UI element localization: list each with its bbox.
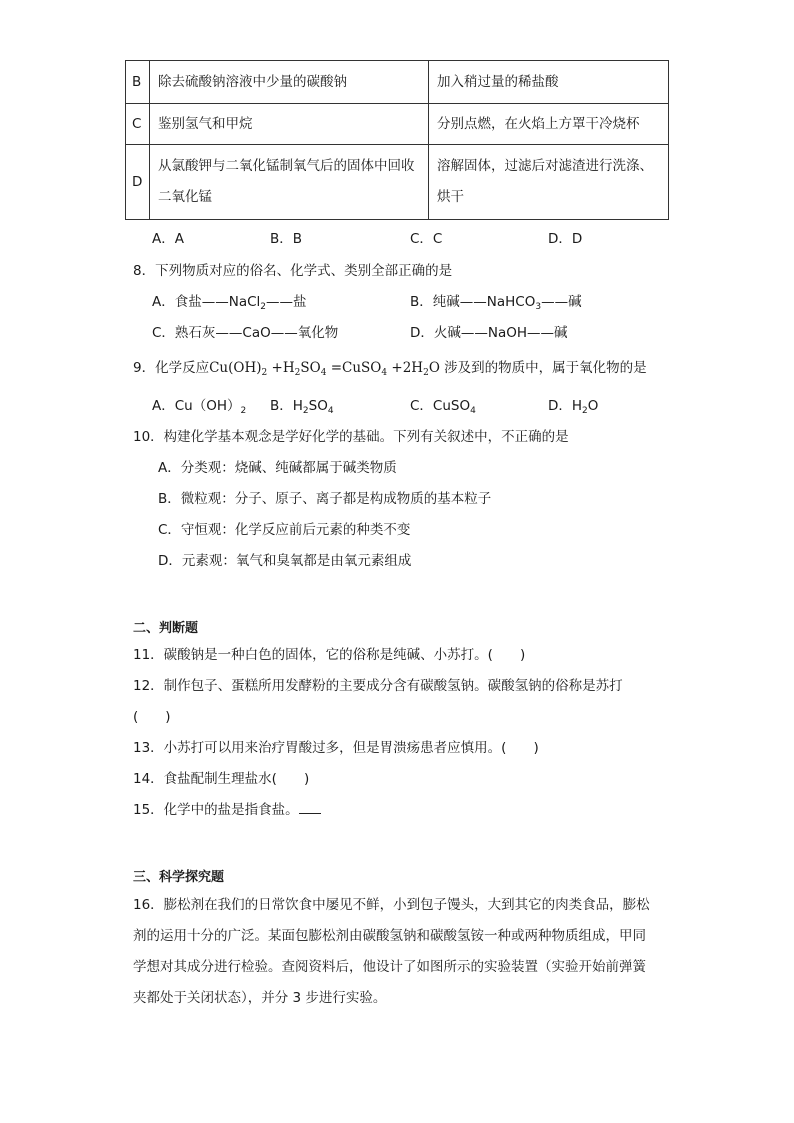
q9-choice-b [270,394,334,416]
table-row [126,104,669,145]
subscript: 2 [302,406,309,416]
subscript: 2 [260,302,267,312]
method-line: 烘干 [437,189,464,205]
q7-choice-c: C．C [410,231,443,247]
text: O [428,360,440,376]
q16-line3: 学想对其成分进行检验。查阅资料后，他设计了如图所示的实验装置（实验开始前弹簧 [133,959,646,975]
text: 9．化学反应 [133,360,210,376]
section-title: 二、判断题 [133,621,199,636]
q13: 13．小苏打可以用来治疗胃酸过多，但是胃溃疡患者应慎用。( ) [133,740,539,756]
text: 涉及到的物质中，属于氧化物的是 [439,360,647,376]
q8-choice-b [410,290,582,312]
equation [209,360,440,376]
experiment-purpose [150,145,429,220]
experiment-method: 分别点燃，在火焰上方罩干冷烧杯 [429,104,669,145]
answer-blank [299,801,321,814]
text: ——碱 [541,294,582,310]
text: ——盐 [266,294,307,310]
experiment-purpose: 鉴别氢气和甲烷 [150,104,429,145]
section-title: 三、科学探究题 [133,870,225,885]
subscript: 4 [470,406,476,416]
q7-choice-b: B．B [270,231,303,247]
q9-choice-a [152,394,246,416]
subscript: 4 [381,368,388,378]
q7-choice-d: D．D [548,231,583,247]
text: SO [308,398,328,414]
options-table [125,60,669,220]
q16-line2: 剂的运用十分的广泛。某面包膨松剂由碳酸氢钠和碳酸氢铵一种或两种物质组成，甲同 [133,928,646,944]
subscript: 4 [327,406,334,416]
method-line: 溶解固体，过滤后对滤渣进行洗涤、 [437,158,653,174]
q16-line1: 16．膨松剂在我们的日常饮食中屡见不鲜，小到包子馒头，大到其它的肉类食品，膨松 [133,897,650,913]
q10-choice-a: A．分类观：烧碱、纯碱都属于碱类物质 [158,460,397,476]
text: C．CuSO [410,398,471,414]
subscript: 2 [294,368,301,378]
q9-choice-d [548,394,598,416]
text: D．H [548,398,583,414]
q14: 14．食盐配制生理盐水( ) [133,771,310,787]
experiment-method: 加入稍过量的稀盐酸 [429,61,669,104]
subscript: 2 [582,406,588,416]
experiment-method [429,145,669,220]
q8-choice-d: D．火碱——NaOH——碱 [410,325,568,341]
q10-choice-d: D．元素观：氧气和臭氧都是由氧元素组成 [158,553,412,569]
option-key: C [126,104,150,145]
q16-line4: 夹都处于关闭状态），并分 3 步进行实验。 [133,990,387,1006]
table-row [126,145,669,220]
subscript: 3 [535,302,542,312]
option-key: D [126,145,150,220]
experiment-purpose: 除去硫酸钠溶液中少量的碳酸钠 [150,61,429,104]
q8-choice-c: C．熟石灰——CaO——氧化物 [152,325,339,341]
q8-stem: 8．下列物质对应的俗名、化学式、类别全部正确的是 [133,263,453,279]
text: A．食盐——NaCl [152,294,261,310]
text: Cu(OH) [209,360,262,376]
table-row [126,61,669,104]
purpose-line: 从氯酸钾与二氧化锰制氧气后的固体中回收 [158,158,415,174]
q15 [133,798,321,818]
purpose-line: 二氧化锰 [158,189,212,205]
subscript: 4 [320,368,327,378]
text: B．H [270,398,303,414]
subscript: 2 [261,368,268,378]
q9-stem [133,356,647,378]
text: B．纯碱——NaHCO [410,294,536,310]
text: =CuSO [326,360,382,376]
subscript: 2 [240,406,247,416]
q12-line1: 12．制作包子、蛋糕所用发酵粉的主要成分含有碳酸氢钠。碳酸氢钠的俗称是苏打 [133,678,623,694]
q7-choice-a: A．A [152,231,184,247]
text: +H [267,360,295,376]
text: SO [300,360,321,376]
text: A．Cu（OH） [152,398,241,414]
q10-choice-b: B．微粒观：分子、原子、离子都是构成物质的基本粒子 [158,491,492,507]
q10-stem: 10．构建化学基本观念是学好化学的基础。下列有关叙述中，不正确的是 [133,429,569,445]
q11: 11．碳酸钠是一种白色的固体，它的俗称是纯碱、小苏打。( ) [133,647,526,663]
q12-line2: ( ) [133,709,171,725]
text: 15．化学中的盐是指食盐。 [133,802,299,818]
option-key: B [126,61,150,104]
q8-choice-a [152,290,307,312]
q9-choice-c [410,394,476,416]
q10-choice-c: C．守恒观：化学反应前后元素的种类不变 [158,522,411,538]
text: +2H [387,360,424,376]
subscript: 2 [423,368,429,378]
text: O [587,398,599,414]
